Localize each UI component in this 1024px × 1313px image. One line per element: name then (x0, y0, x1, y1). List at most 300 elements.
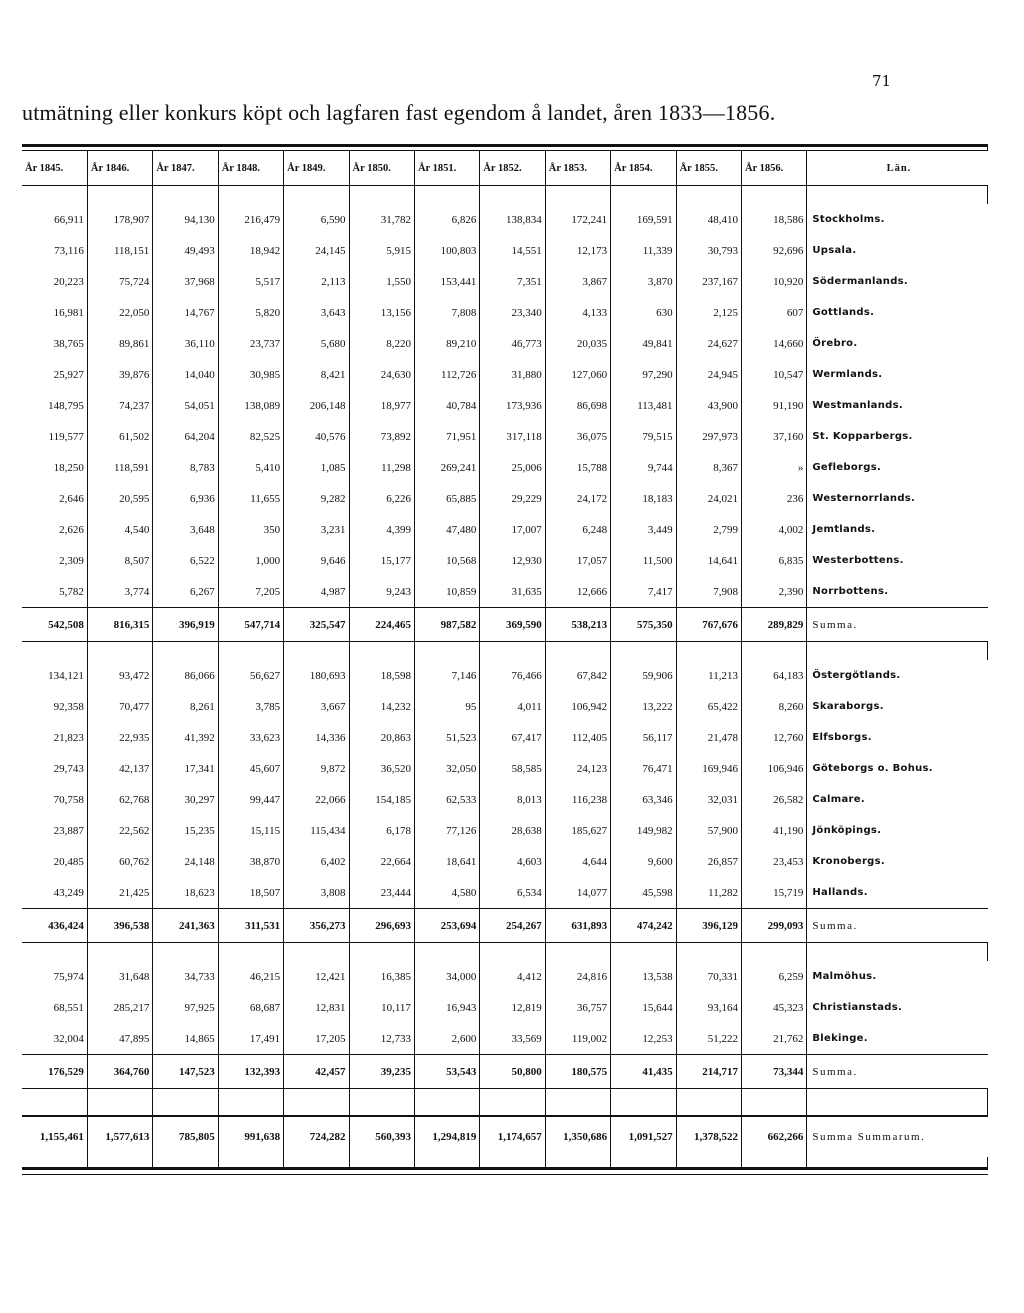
grand-total-cell: 991,638 (218, 1116, 283, 1157)
value-cell: 112,726 (414, 359, 479, 390)
value-cell: 11,282 (676, 877, 741, 909)
sum-cell: 547,714 (218, 608, 283, 642)
value-cell: 6,267 (153, 576, 218, 608)
value-cell: 97,290 (611, 359, 676, 390)
lan-name: Gottlands. (812, 307, 875, 318)
value-cell: 17,057 (545, 545, 610, 576)
value-cell: 34,733 (153, 961, 218, 992)
value-cell: 5,782 (22, 576, 87, 608)
sum-cell: 542,508 (22, 608, 87, 642)
value-cell: 16,981 (22, 297, 87, 328)
value-cell: 3,667 (284, 691, 349, 722)
sum-cell: 816,315 (87, 608, 152, 642)
value-cell: 20,863 (349, 722, 414, 753)
column-header: År 1850. (349, 151, 414, 186)
value-cell: 79,515 (611, 421, 676, 452)
value-cell: 26,582 (741, 784, 806, 815)
table-row (22, 660, 988, 691)
value-cell: 25,927 (22, 359, 87, 390)
spacer-row (22, 1157, 988, 1169)
value-cell: 21,425 (87, 877, 152, 909)
value-cell: 3,867 (545, 266, 610, 297)
value-cell: 3,785 (218, 691, 283, 722)
value-cell: 49,841 (611, 328, 676, 359)
value-cell: 56,627 (218, 660, 283, 691)
value-cell: 12,253 (611, 1023, 676, 1055)
sum-cell: 538,213 (545, 608, 610, 642)
value-cell: 3,643 (284, 297, 349, 328)
value-cell: 14,551 (480, 235, 545, 266)
table-row (22, 753, 988, 784)
value-cell: 86,066 (153, 660, 218, 691)
value-cell: 2,125 (676, 297, 741, 328)
value-cell: 9,872 (284, 753, 349, 784)
value-cell: 23,444 (349, 877, 414, 909)
sum-cell: 253,694 (414, 909, 479, 943)
value-cell: 2,309 (22, 545, 87, 576)
value-cell: 12,173 (545, 235, 610, 266)
value-cell: 31,648 (87, 961, 152, 992)
table-row (22, 359, 988, 390)
table-row (22, 514, 988, 545)
value-cell: 18,598 (349, 660, 414, 691)
value-cell: 40,784 (414, 390, 479, 421)
value-cell: 16,385 (349, 961, 414, 992)
table-row (22, 421, 988, 452)
value-cell: 46,215 (218, 961, 283, 992)
table-row (22, 576, 988, 608)
value-cell: 11,298 (349, 452, 414, 483)
lan-name: Blekinge. (812, 1033, 868, 1044)
value-cell: 37,968 (153, 266, 218, 297)
sum-cell: 254,267 (480, 909, 545, 943)
value-cell: 12,831 (284, 992, 349, 1023)
value-cell: 18,586 (741, 204, 806, 235)
value-cell: 41,392 (153, 722, 218, 753)
value-cell: 20,223 (22, 266, 87, 297)
value-cell: 9,646 (284, 545, 349, 576)
sum-cell: 132,393 (218, 1055, 283, 1089)
lan-header: Län. (807, 151, 988, 186)
value-cell: 4,002 (741, 514, 806, 545)
value-cell: 6,936 (153, 483, 218, 514)
value-cell: 48,410 (676, 204, 741, 235)
table-row (22, 266, 988, 297)
value-cell: 118,591 (87, 452, 152, 483)
value-cell: 66,911 (22, 204, 87, 235)
sum-cell: 39,235 (349, 1055, 414, 1089)
value-cell: 106,946 (741, 753, 806, 784)
value-cell: 6,534 (480, 877, 545, 909)
value-cell: 4,987 (284, 576, 349, 608)
value-cell: 11,213 (676, 660, 741, 691)
table-row (22, 846, 988, 877)
value-cell: 6,248 (545, 514, 610, 545)
value-cell: 70,331 (676, 961, 741, 992)
value-cell: 94,130 (153, 204, 218, 235)
value-cell: 17,341 (153, 753, 218, 784)
value-cell: 169,946 (676, 753, 741, 784)
value-cell: 7,417 (611, 576, 676, 608)
value-cell: 32,050 (414, 753, 479, 784)
grand-total-row (22, 1116, 988, 1157)
value-cell: 2,646 (22, 483, 87, 514)
value-cell: 15,719 (741, 877, 806, 909)
lan-name: Norrbottens. (812, 586, 889, 597)
value-cell: 119,577 (22, 421, 87, 452)
value-cell: 8,220 (349, 328, 414, 359)
lan-name: Christianstads. (812, 1002, 903, 1013)
value-cell: 9,600 (611, 846, 676, 877)
page-number: 71 (872, 72, 892, 90)
value-cell: 2,390 (741, 576, 806, 608)
value-cell: 4,603 (480, 846, 545, 877)
value-cell: 38,765 (22, 328, 87, 359)
lan-name: St. Kopparbergs. (812, 431, 913, 442)
value-cell: 68,687 (218, 992, 283, 1023)
value-cell: 75,724 (87, 266, 152, 297)
sum-cell: 369,590 (480, 608, 545, 642)
value-cell: 54,051 (153, 390, 218, 421)
value-cell: 4,412 (480, 961, 545, 992)
value-cell: 95 (414, 691, 479, 722)
value-cell: 63,346 (611, 784, 676, 815)
value-cell: 11,655 (218, 483, 283, 514)
value-cell: 7,146 (414, 660, 479, 691)
value-cell: 20,595 (87, 483, 152, 514)
value-cell: 6,522 (153, 545, 218, 576)
value-cell: 67,842 (545, 660, 610, 691)
value-cell: 8,783 (153, 452, 218, 483)
lan-name: Örebro. (812, 338, 858, 349)
value-cell: 8,507 (87, 545, 152, 576)
table-row (22, 992, 988, 1023)
value-cell: 127,060 (545, 359, 610, 390)
column-header: År 1854. (611, 151, 676, 186)
sum-cell: 364,760 (87, 1055, 152, 1089)
value-cell: 73,116 (22, 235, 87, 266)
value-cell: 73,892 (349, 421, 414, 452)
value-cell: 8,260 (741, 691, 806, 722)
value-cell: 25,006 (480, 452, 545, 483)
value-cell: 45,607 (218, 753, 283, 784)
value-cell: 6,835 (741, 545, 806, 576)
column-header: År 1855. (676, 151, 741, 186)
sum-row (22, 608, 988, 642)
lan-name: Malmöhus. (812, 971, 877, 982)
value-cell: 24,145 (284, 235, 349, 266)
sum-cell: 50,800 (480, 1055, 545, 1089)
value-cell: 99,447 (218, 784, 283, 815)
column-header: År 1851. (414, 151, 479, 186)
sum-cell: 396,919 (153, 608, 218, 642)
value-cell: 630 (611, 297, 676, 328)
value-cell: 47,480 (414, 514, 479, 545)
spacer-row (22, 943, 988, 962)
value-cell: 46,773 (480, 328, 545, 359)
value-cell: 47,895 (87, 1023, 152, 1055)
column-header: År 1849. (284, 151, 349, 186)
value-cell: 37,160 (741, 421, 806, 452)
value-cell: 22,664 (349, 846, 414, 877)
value-cell: 172,241 (545, 204, 610, 235)
value-cell: 22,562 (87, 815, 152, 846)
table-body (22, 186, 988, 1175)
value-cell: 15,235 (153, 815, 218, 846)
value-cell: » (741, 452, 806, 483)
value-cell: 22,066 (284, 784, 349, 815)
value-cell: 8,013 (480, 784, 545, 815)
value-cell: 15,177 (349, 545, 414, 576)
value-cell: 32,004 (22, 1023, 87, 1055)
sum-cell: 224,465 (349, 608, 414, 642)
value-cell: 5,410 (218, 452, 283, 483)
value-cell: 33,569 (480, 1023, 545, 1055)
column-header: År 1845. (22, 151, 87, 186)
value-cell: 41,190 (741, 815, 806, 846)
value-cell: 89,210 (414, 328, 479, 359)
value-cell: 32,031 (676, 784, 741, 815)
table-row (22, 691, 988, 722)
value-cell: 49,493 (153, 235, 218, 266)
value-cell: 26,857 (676, 846, 741, 877)
spacer-row (22, 642, 988, 661)
value-cell: 8,367 (676, 452, 741, 483)
value-cell: 12,760 (741, 722, 806, 753)
value-cell: 43,900 (676, 390, 741, 421)
spacer-row (22, 186, 988, 205)
grand-total-cell: 1,091,527 (611, 1116, 676, 1157)
lan-name: Stockholms. (812, 214, 885, 225)
grand-total-cell: 1,350,686 (545, 1116, 610, 1157)
page-title: utmätning eller konkurs köpt och lagfaren fast egendom å landet, åren 1833—1856. (22, 100, 776, 125)
sum-cell: 631,893 (545, 909, 610, 943)
column-header: År 1847. (153, 151, 218, 186)
value-cell: 5,680 (284, 328, 349, 359)
value-cell: 21,823 (22, 722, 87, 753)
value-cell: 76,471 (611, 753, 676, 784)
value-cell: 92,358 (22, 691, 87, 722)
sum-cell: 575,350 (611, 608, 676, 642)
value-cell: 269,241 (414, 452, 479, 483)
value-cell: 57,900 (676, 815, 741, 846)
table-row (22, 390, 988, 421)
value-cell: 10,547 (741, 359, 806, 390)
value-cell: 45,323 (741, 992, 806, 1023)
value-cell: 173,936 (480, 390, 545, 421)
lan-name: Westernorrlands. (812, 493, 916, 504)
value-cell: 43,249 (22, 877, 87, 909)
value-cell: 30,297 (153, 784, 218, 815)
sum-cell: 180,575 (545, 1055, 610, 1089)
value-cell: 31,782 (349, 204, 414, 235)
lan-name: Skaraborgs. (812, 701, 884, 712)
table-row (22, 961, 988, 992)
value-cell: 22,050 (87, 297, 152, 328)
value-cell: 70,758 (22, 784, 87, 815)
value-cell: 8,261 (153, 691, 218, 722)
value-cell: 4,540 (87, 514, 152, 545)
value-cell: 71,951 (414, 421, 479, 452)
value-cell: 56,117 (611, 722, 676, 753)
value-cell: 4,011 (480, 691, 545, 722)
table-row (22, 545, 988, 576)
value-cell: 236 (741, 483, 806, 514)
sum-cell: 147,523 (153, 1055, 218, 1089)
value-cell: 4,644 (545, 846, 610, 877)
value-cell: 134,121 (22, 660, 87, 691)
sum-cell: 325,547 (284, 608, 349, 642)
value-cell: 2,113 (284, 266, 349, 297)
value-cell: 74,237 (87, 390, 152, 421)
value-cell: 31,635 (480, 576, 545, 608)
value-cell: 17,491 (218, 1023, 283, 1055)
value-cell: 38,870 (218, 846, 283, 877)
table-row (22, 815, 988, 846)
value-cell: 86,698 (545, 390, 610, 421)
value-cell: 100,803 (414, 235, 479, 266)
value-cell: 6,259 (741, 961, 806, 992)
grand-total-cell: 1,174,657 (480, 1116, 545, 1157)
value-cell: 24,148 (153, 846, 218, 877)
value-cell: 297,973 (676, 421, 741, 452)
table-row (22, 483, 988, 514)
value-cell: 317,118 (480, 421, 545, 452)
value-cell: 20,485 (22, 846, 87, 877)
value-cell: 149,982 (611, 815, 676, 846)
value-cell: 3,808 (284, 877, 349, 909)
column-header: År 1853. (545, 151, 610, 186)
value-cell: 148,795 (22, 390, 87, 421)
value-cell: 3,449 (611, 514, 676, 545)
value-cell: 119,002 (545, 1023, 610, 1055)
value-cell: 18,641 (414, 846, 479, 877)
grand-total-cell: 724,282 (284, 1116, 349, 1157)
value-cell: 65,885 (414, 483, 479, 514)
value-cell: 24,172 (545, 483, 610, 514)
value-cell: 59,906 (611, 660, 676, 691)
value-cell: 3,231 (284, 514, 349, 545)
sum-cell: 396,538 (87, 909, 152, 943)
sum-cell: 53,543 (414, 1055, 479, 1089)
value-cell: 1,000 (218, 545, 283, 576)
value-cell: 20,035 (545, 328, 610, 359)
value-cell: 169,591 (611, 204, 676, 235)
value-cell: 9,243 (349, 576, 414, 608)
value-cell: 45,598 (611, 877, 676, 909)
value-cell: 67,417 (480, 722, 545, 753)
grand-total-cell: 785,805 (153, 1116, 218, 1157)
lan-name: Westerbottens. (812, 555, 904, 566)
value-cell: 93,472 (87, 660, 152, 691)
value-cell: 115,434 (284, 815, 349, 846)
value-cell: 10,117 (349, 992, 414, 1023)
lan-name: Jemtlands. (812, 524, 876, 535)
value-cell: 36,110 (153, 328, 218, 359)
value-cell: 93,164 (676, 992, 741, 1023)
value-cell: 15,115 (218, 815, 283, 846)
value-cell: 1,085 (284, 452, 349, 483)
sum-cell: 474,242 (611, 909, 676, 943)
value-cell: 5,915 (349, 235, 414, 266)
column-header: År 1852. (480, 151, 545, 186)
value-cell: 12,930 (480, 545, 545, 576)
value-cell: 7,908 (676, 576, 741, 608)
value-cell: 30,985 (218, 359, 283, 390)
value-cell: 9,744 (611, 452, 676, 483)
table-row (22, 297, 988, 328)
sum-row (22, 1055, 988, 1089)
sum-cell: 42,457 (284, 1055, 349, 1089)
sum-cell: 356,273 (284, 909, 349, 943)
value-cell: 14,641 (676, 545, 741, 576)
value-cell: 36,075 (545, 421, 610, 452)
value-cell: 17,007 (480, 514, 545, 545)
lan-name: Göteborgs o. Bohus. (812, 763, 933, 774)
value-cell: 65,422 (676, 691, 741, 722)
value-cell: 5,820 (218, 297, 283, 328)
value-cell: 33,623 (218, 722, 283, 753)
grand-total-cell: 662,266 (741, 1116, 806, 1157)
value-cell: 206,148 (284, 390, 349, 421)
value-cell: 21,762 (741, 1023, 806, 1055)
value-cell: 153,441 (414, 266, 479, 297)
value-cell: 18,942 (218, 235, 283, 266)
value-cell: 23,340 (480, 297, 545, 328)
value-cell: 15,788 (545, 452, 610, 483)
header-row (22, 151, 988, 186)
value-cell: 23,453 (741, 846, 806, 877)
value-cell: 10,568 (414, 545, 479, 576)
value-cell: 51,222 (676, 1023, 741, 1055)
sum-label: Summa. (807, 1055, 988, 1089)
value-cell: 29,229 (480, 483, 545, 514)
grand-total-label: Summa Summarum. (807, 1116, 988, 1157)
value-cell: 58,585 (480, 753, 545, 784)
value-cell: 216,479 (218, 204, 283, 235)
value-cell: 185,627 (545, 815, 610, 846)
sum-label: Summa. (807, 909, 988, 943)
spacer-row (22, 1089, 988, 1117)
grand-total-cell: 1,155,461 (22, 1116, 87, 1157)
value-cell: 14,040 (153, 359, 218, 390)
value-cell: 14,767 (153, 297, 218, 328)
table-row (22, 328, 988, 359)
lan-name: Calmare. (812, 794, 865, 805)
table-row (22, 722, 988, 753)
value-cell: 36,757 (545, 992, 610, 1023)
value-cell: 3,870 (611, 266, 676, 297)
value-cell: 31,880 (480, 359, 545, 390)
value-cell: 14,077 (545, 877, 610, 909)
lan-name: Kronobergs. (812, 856, 885, 867)
value-cell: 14,232 (349, 691, 414, 722)
value-cell: 14,660 (741, 328, 806, 359)
value-cell: 9,282 (284, 483, 349, 514)
value-cell: 64,204 (153, 421, 218, 452)
value-cell: 36,520 (349, 753, 414, 784)
lan-name: Södermanlands. (812, 276, 909, 287)
sum-cell: 311,531 (218, 909, 283, 943)
value-cell: 62,768 (87, 784, 152, 815)
value-cell: 15,644 (611, 992, 676, 1023)
sum-row (22, 909, 988, 943)
value-cell: 62,533 (414, 784, 479, 815)
value-cell: 82,525 (218, 421, 283, 452)
value-cell: 61,502 (87, 421, 152, 452)
value-cell: 116,238 (545, 784, 610, 815)
value-cell: 2,626 (22, 514, 87, 545)
